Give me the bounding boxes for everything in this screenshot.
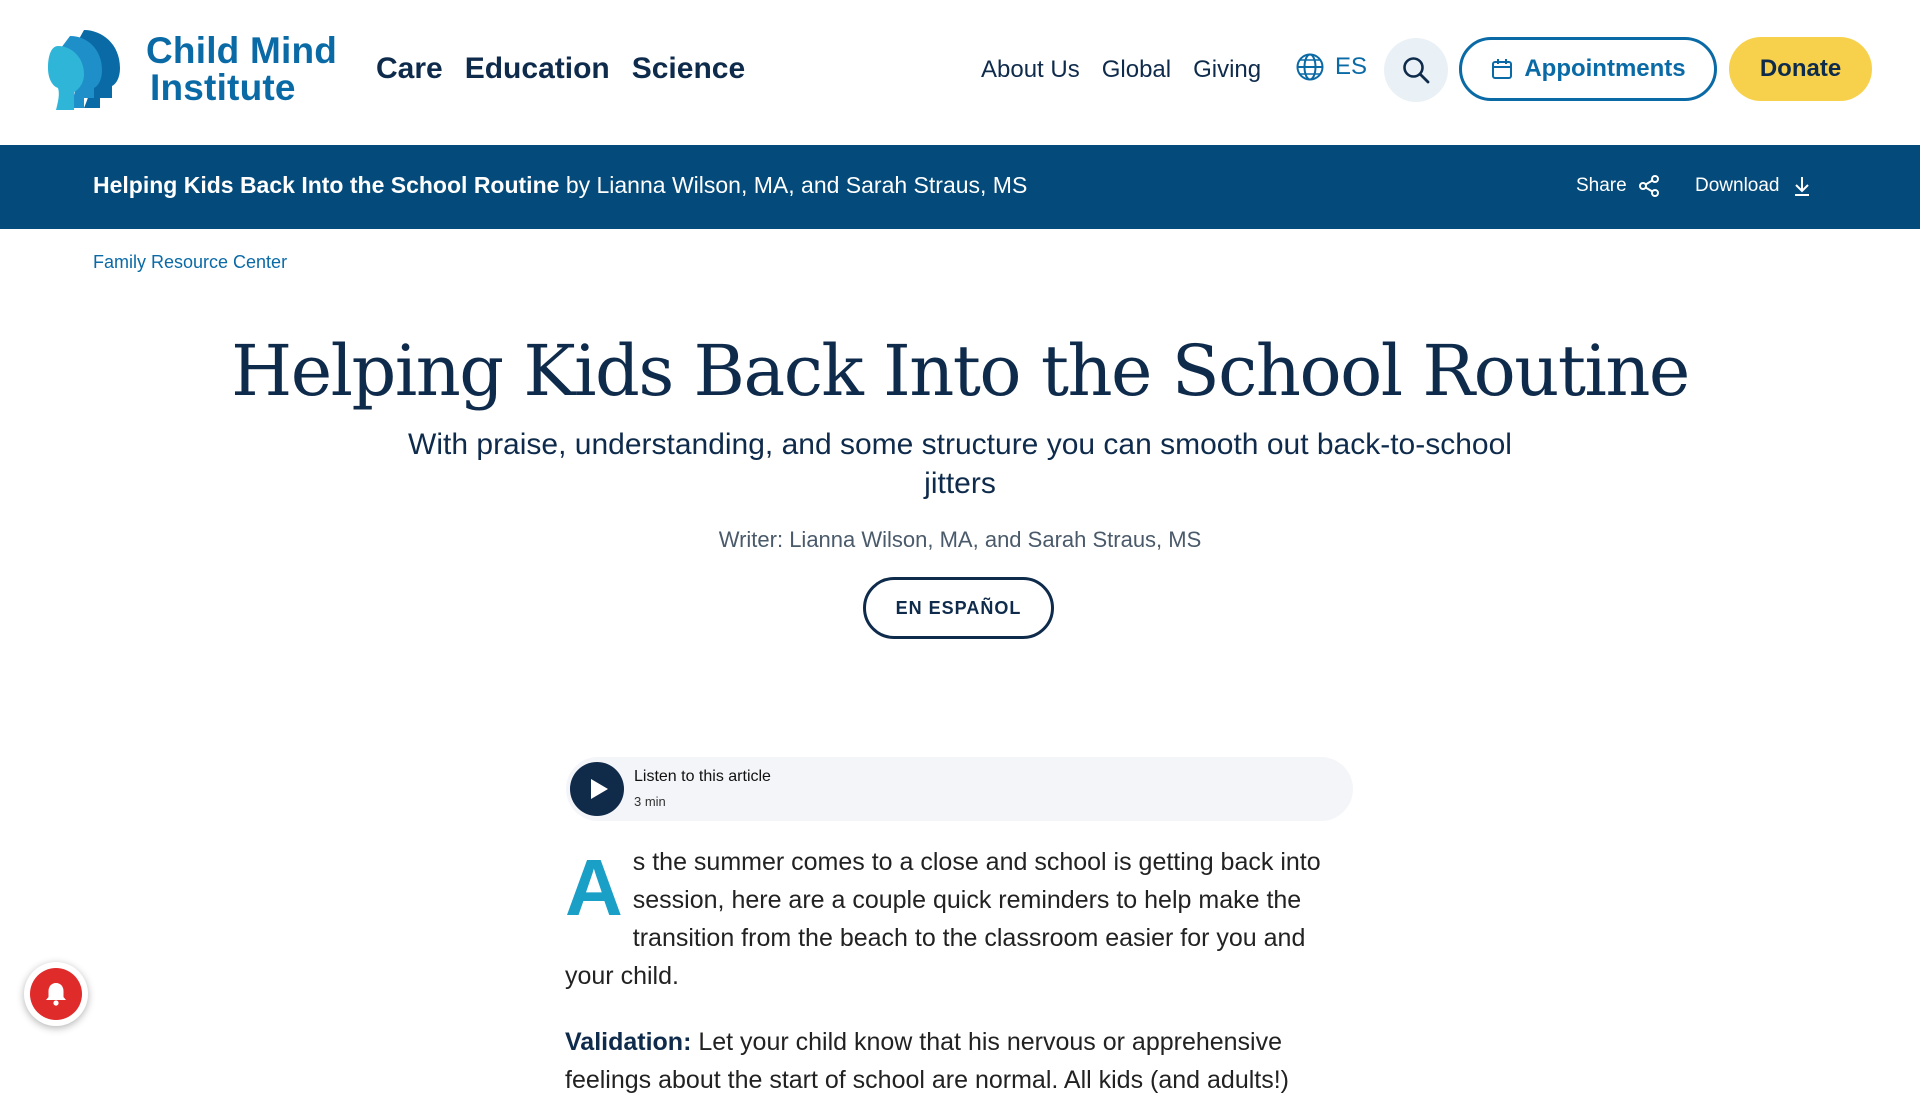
logo-heads-icon: [44, 26, 124, 112]
donate-button[interactable]: Donate: [1729, 37, 1872, 101]
article-bar: [0, 145, 1920, 229]
site-header: [0, 0, 1920, 145]
search-button[interactable]: [1384, 38, 1448, 102]
calendar-icon: [1490, 57, 1514, 81]
share-icon: [1637, 174, 1661, 198]
globe-icon: [1295, 52, 1325, 82]
nav-about-us[interactable]: About Us: [981, 56, 1080, 83]
appointments-button[interactable]: [1459, 37, 1717, 101]
nav-giving[interactable]: Giving: [1193, 56, 1262, 83]
audio-duration: 3 min: [634, 794, 666, 809]
logo-line2: Institute: [150, 67, 296, 108]
article-bar-byline: by Lianna Wilson, MA, and Sarah Straus, MS: [565, 172, 1028, 198]
share-label: Share: [1576, 175, 1627, 196]
audio-title: Listen to this article: [634, 768, 771, 785]
appointments-label: Appointments: [1524, 55, 1686, 82]
audio-player: [566, 757, 1353, 821]
download-icon: [1790, 174, 1814, 198]
validation-text: Let your child know that his nervous or apprehensive feelings about the start of school are normal. All kids (and adults!): [565, 1028, 1289, 1094]
notification-button[interactable]: [24, 962, 88, 1026]
download-button[interactable]: [1695, 174, 1814, 198]
intro-paragraph: [565, 843, 1345, 995]
download-label: Download: [1695, 175, 1780, 196]
nav-global[interactable]: Global: [1101, 56, 1172, 83]
language-label: ES: [1335, 53, 1368, 80]
main-nav: [376, 52, 745, 86]
validation-label: Validation:: [565, 1028, 692, 1056]
logo-text: [146, 32, 337, 106]
page-title: Helping Kids Back Into the School Routine: [231, 330, 1689, 412]
search-icon: [1401, 55, 1431, 85]
nav-science[interactable]: Science: [631, 52, 746, 85]
logo-line1: Child Mind: [146, 30, 338, 71]
intro-text: s the summer comes to a close and school is getting back into session, here are a couple quick reminders to help make the transition from the beach to the classroom easier for you and your child.: [565, 848, 1321, 990]
language-switch[interactable]: [1295, 52, 1367, 82]
nav-education[interactable]: Education: [464, 52, 610, 85]
article-bar-title: [93, 172, 1027, 199]
secondary-nav: [981, 56, 1261, 84]
article-subtitle: With praise, understanding, and some structure you can smooth out back-to-school jitters: [408, 428, 1512, 500]
en-espanol-button[interactable]: EN ESPAÑOL: [863, 577, 1054, 639]
article-writer: Writer: Lianna Wilson, MA, and Sarah Straus, MS: [718, 527, 1202, 552]
bell-icon: [41, 979, 71, 1009]
nav-care[interactable]: Care: [376, 52, 443, 85]
validation-paragraph: [565, 1023, 1345, 1099]
article-bar-headline: Helping Kids Back Into the School Routine: [93, 172, 560, 198]
logo[interactable]: [44, 26, 337, 112]
breadcrumb[interactable]: Family Resource Center: [93, 252, 288, 272]
share-button[interactable]: [1576, 174, 1661, 198]
notification-badge: [30, 968, 82, 1020]
play-icon: [588, 778, 610, 800]
drop-cap: A: [565, 843, 623, 932]
play-button[interactable]: [570, 762, 624, 816]
